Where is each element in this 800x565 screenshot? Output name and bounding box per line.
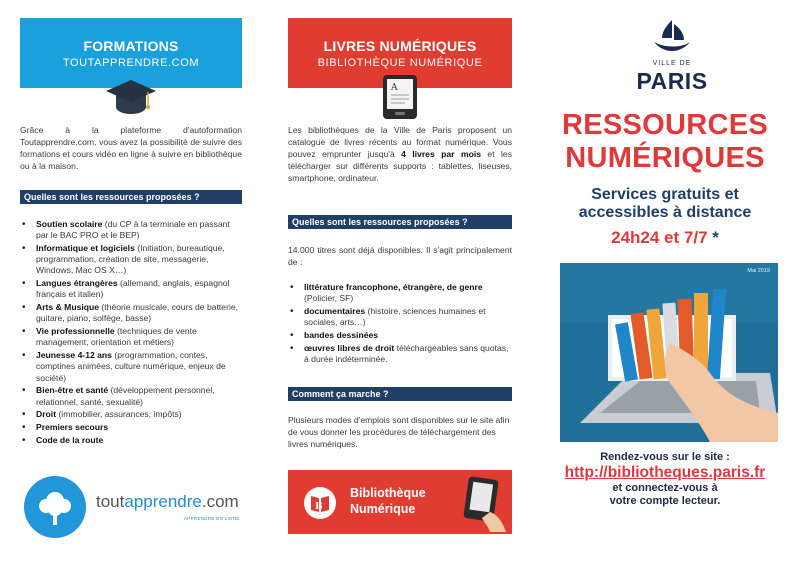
subtitle-line2: accessibles à distance bbox=[578, 204, 752, 221]
livres-list bbox=[288, 282, 512, 367]
ship-emblem-icon bbox=[650, 18, 694, 58]
livres-subtitle: BIBLIOTHÈQUE NUMÉRIQUE bbox=[317, 57, 483, 69]
list-item: • Jeunesse 4-12 ans (programmation, contes, comptines animées, culture numérique, enjeux de société) bbox=[20, 350, 244, 384]
cta-line1: Rendez-vous sur le site : bbox=[600, 451, 730, 463]
list-item: • Premiers secours bbox=[20, 422, 244, 433]
toutapprendre-tagline: APPRENDRE EN LIGNE bbox=[184, 516, 240, 521]
list-item: • œuvres libres de droit téléchargeables sans quotas, à durée indéterminée. bbox=[288, 343, 512, 365]
livres-title: LIVRES NUMÉRIQUES bbox=[323, 38, 477, 54]
formations-title: FORMATIONS bbox=[83, 38, 179, 54]
graduation-cap-icon bbox=[104, 74, 158, 116]
laptop-books-photo bbox=[560, 263, 778, 442]
list-item: • Bien-être et santé (développement personnel, relationnel, santé, sexualité) bbox=[20, 385, 244, 407]
list-item: • bandes dessinées bbox=[288, 330, 512, 341]
toutapprendre-wordmark: toutapprendre.com bbox=[96, 492, 239, 511]
list-item: • Soutien scolaire (du CP à la terminale en passant par le BAC PRO et le BEP) bbox=[20, 219, 244, 241]
list-item: • documentaires (histoire, sciences humaines et sociales, arts…) bbox=[288, 306, 512, 328]
list-item: • Droit (immobilier, assurances, impôts) bbox=[20, 409, 244, 420]
bibliotheque-numerique-logo[interactable] bbox=[288, 470, 512, 534]
list-item: • Code de la route bbox=[20, 435, 244, 446]
bibliotheque-numerique-wordmark: Bibliothèque Numérique bbox=[350, 486, 426, 516]
library-website-link[interactable]: http://bibliotheques.paris.fr bbox=[564, 464, 766, 481]
formations-subtitle: TOUTAPPRENDRE.COM bbox=[62, 57, 200, 69]
livres-how-heading: Comment ça marche ? bbox=[288, 387, 512, 401]
hand-ereader-icon bbox=[460, 474, 508, 534]
list-item: • littérature francophone, étrangère, de genre (Policier, SF) bbox=[288, 282, 512, 304]
livres-section-heading: Quelles sont les ressources proposées ? bbox=[288, 215, 512, 229]
ville-de-label: VILLE DE bbox=[652, 60, 692, 67]
paris-label: PARIS bbox=[636, 68, 708, 94]
photo-date: Mai 2019 bbox=[747, 268, 770, 274]
cta-line2: et connectez-vous à bbox=[612, 482, 718, 494]
cta-line3: votre compte lecteur. bbox=[609, 495, 721, 507]
formations-intro: Grâce à la plateforme d'autoformation Toutapprendre.com, vous avez la possibilité de suivre des formations et cours vidéo en ligne à suivre en bibliothèque ou à la maison. bbox=[20, 125, 242, 171]
svg-text:B: B bbox=[315, 502, 323, 512]
toutapprendre-logo[interactable] bbox=[22, 474, 252, 540]
subtitle-line1: Services gratuits et bbox=[591, 186, 739, 203]
book-b-icon bbox=[302, 486, 338, 520]
livres-how-text: Plusieurs modes d'emplois sont disponibles sur le site afin de vous donner les procédures de téléchargement des livres numériques. bbox=[288, 415, 510, 449]
svg-text:A: A bbox=[391, 83, 398, 93]
page-title-line2: NUMÉRIQUES bbox=[565, 142, 765, 174]
page-title-line1: RESSOURCES bbox=[561, 109, 769, 141]
formations-list bbox=[20, 219, 244, 448]
ereader-icon bbox=[382, 74, 418, 120]
list-item: • Informatique et logiciels (Initiation, bureautique, programmation, création de site, messagerie, Windows, Mac OS X…) bbox=[20, 243, 244, 277]
tree-icon bbox=[24, 476, 86, 538]
formations-section-heading: Quelles sont les ressources proposées ? bbox=[20, 190, 242, 204]
list-item: • Langues étrangères (allemand, anglais, espagnol français et italien) bbox=[20, 278, 244, 300]
livres-intro: Les bibliothèques de la Ville de Paris proposent un catalogue de livres récents au format numérique. Vous pouvez emprunter jusqu'à 4 livres par mois et les télécharger sur différents supports : tablettes, liseuses, smartphone, ordinateur. bbox=[288, 125, 512, 183]
ville-de-paris-logo[interactable] bbox=[620, 14, 724, 96]
list-item: • Arts & Musique (théorie musicale, cours de batterie, guitare, piano, solfège, basse) bbox=[20, 302, 244, 324]
livres-count-text: 14.000 titres sont déjà disponibles. Il s'agit principalement de : bbox=[288, 245, 512, 267]
list-item: • Vie professionnelle (techniques de vente management, orientation et métiers) bbox=[20, 326, 244, 348]
availability-hours: 24h24 et 7/7 * bbox=[611, 228, 719, 247]
